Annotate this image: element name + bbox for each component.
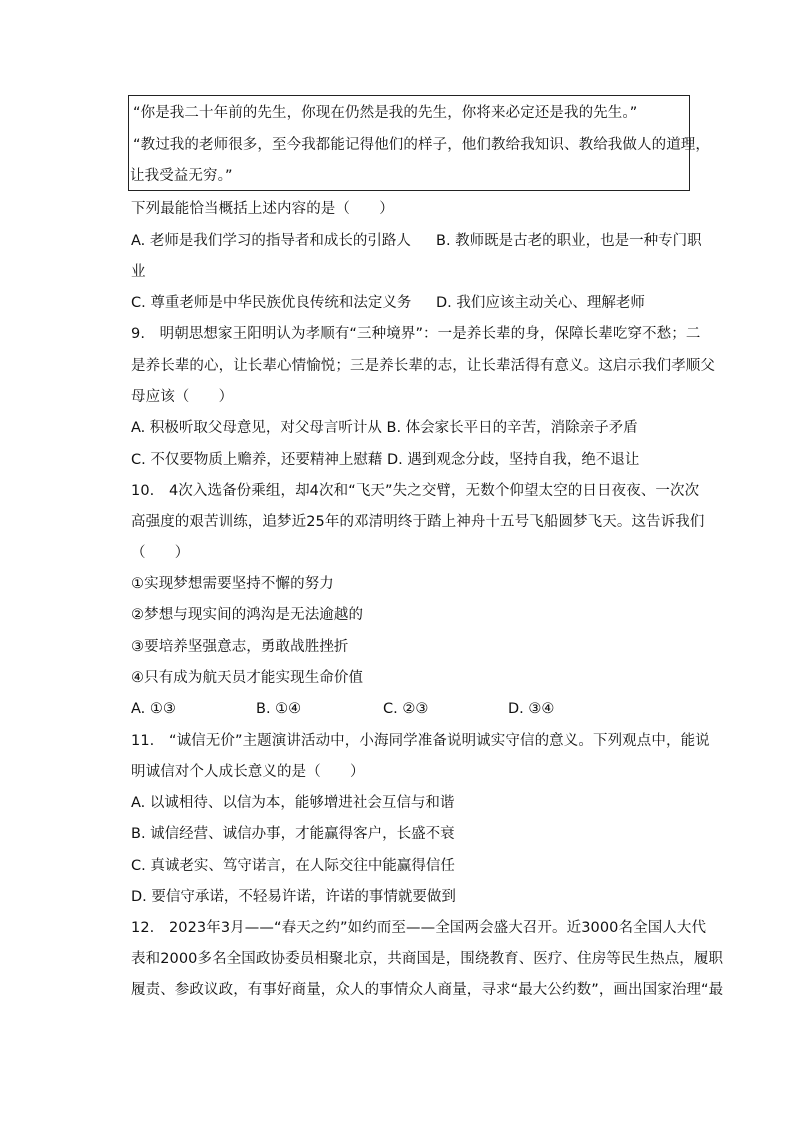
q8-option-b[interactable]: B. 教师既是古老的职业，也是一种专门职 (436, 233, 702, 249)
q8-option-a[interactable]: A. 老师是我们学习的指导者和成长的引路人 (131, 233, 411, 249)
quote-line-1: “你是我二十年前的先生，你现在仍然是我的先生，你将来必定还是我的先生。” (133, 105, 638, 121)
q10-line-1: 10. 4次入选备份乘组，却4次和“飞天”失之交臂，无数个仰望太空的日日夜夜、一次次 (131, 483, 700, 499)
q10-statement-2: ②梦想与现实间的鸿沟是无法逾越的 (131, 607, 364, 623)
q8-option-c[interactable]: C. 尊重老师是中华民族优良传统和法定义务 (131, 295, 412, 311)
q10-line-2: 高强度的艰苦训练，追梦近25年的邓清明终于踏上神舟十五号飞船圆梦飞天。这告诉我们 (131, 514, 705, 530)
q10-option-c[interactable]: C. ②③ (383, 701, 429, 717)
q9-line-1: 9. 明朝思想家王阳明认为孝顺有“三种境界”：一是养长辈的身，保障长辈吃穿不愁；二 (131, 326, 701, 342)
q10-statement-1: ①实现梦想需要坚持不懈的努力 (131, 576, 334, 592)
q10-option-d[interactable]: D. ③④ (508, 701, 555, 717)
quote-line-3: 让我受益无穷。” (130, 168, 233, 184)
q11-line-1: 11. “诚信无价”主题演讲活动中，小海同学准备说明诚实守信的意义。下列观点中，能说 (131, 733, 710, 749)
q11-option-c[interactable]: C. 真诚老实、笃守诺言，在人际交往中能赢得信任 (131, 858, 455, 874)
q12-line-2: 表和2000多名全国政协委员相聚北京，共商国是，围绕教育、医疗、住房等民生热点，履职 (131, 951, 724, 967)
q8-stem: 下列最能恰当概括上述内容的是（ ） (131, 201, 394, 217)
q11-option-a[interactable]: A. 以诚相待、以信为本，能够增进社会互信与和谐 (131, 795, 455, 811)
q11-option-b[interactable]: B. 诚信经营、诚信办事，才能赢得客户，长盛不衰 (131, 826, 455, 842)
q11-option-d[interactable]: D. 要信守承诺，不轻易许诺，许诺的事情就要做到 (131, 889, 456, 905)
q9-line-3: 母应该（ ） (131, 389, 234, 405)
q10-line-3: （ ） (131, 545, 190, 561)
q8-option-d[interactable]: D. 我们应该主动关心、理解老师 (436, 295, 645, 311)
q10-statement-3: ③要培养坚强意志，勇敢战胜挫折 (131, 639, 349, 655)
q9-options-cd[interactable]: C. 不仅要物质上赡养，还要精神上慰藉 D. 遇到观念分歧，坚持自我，绝不退让 (131, 452, 640, 468)
q8-option-b-continued: 业 (131, 264, 146, 280)
q10-statement-4: ④只有成为航天员才能实现生命价值 (131, 670, 364, 686)
q9-options-ab[interactable]: A. 积极听取父母意见，对父母言听计从 B. 体会家长平日的辛苦，消除亲子矛盾 (131, 420, 638, 436)
quote-line-2: “教过我的老师很多，至今我都能记得他们的样子，他们教给我知识、教给我做人的道理， (133, 137, 711, 153)
q10-option-b[interactable]: B. ①④ (256, 701, 302, 717)
q12-line-1: 12. 2023年3月——“春天之约”如约而至——全国两会盛大召开。近3000名全国人大代 (131, 920, 707, 936)
q12-line-3: 履责、参政议政，有事好商量，众人的事情众人商量，寻求“最大公约数”，画出国家治理“最 (131, 982, 724, 998)
q10-option-a[interactable]: A. ①③ (131, 701, 176, 717)
q11-line-2: 明诚信对个人成长意义的是（ ） (131, 764, 365, 780)
q9-line-2: 是养长辈的心，让长辈心情愉悦；三是养长辈的志，让长辈活得有意义。这启示我们孝顺父 (131, 358, 715, 374)
